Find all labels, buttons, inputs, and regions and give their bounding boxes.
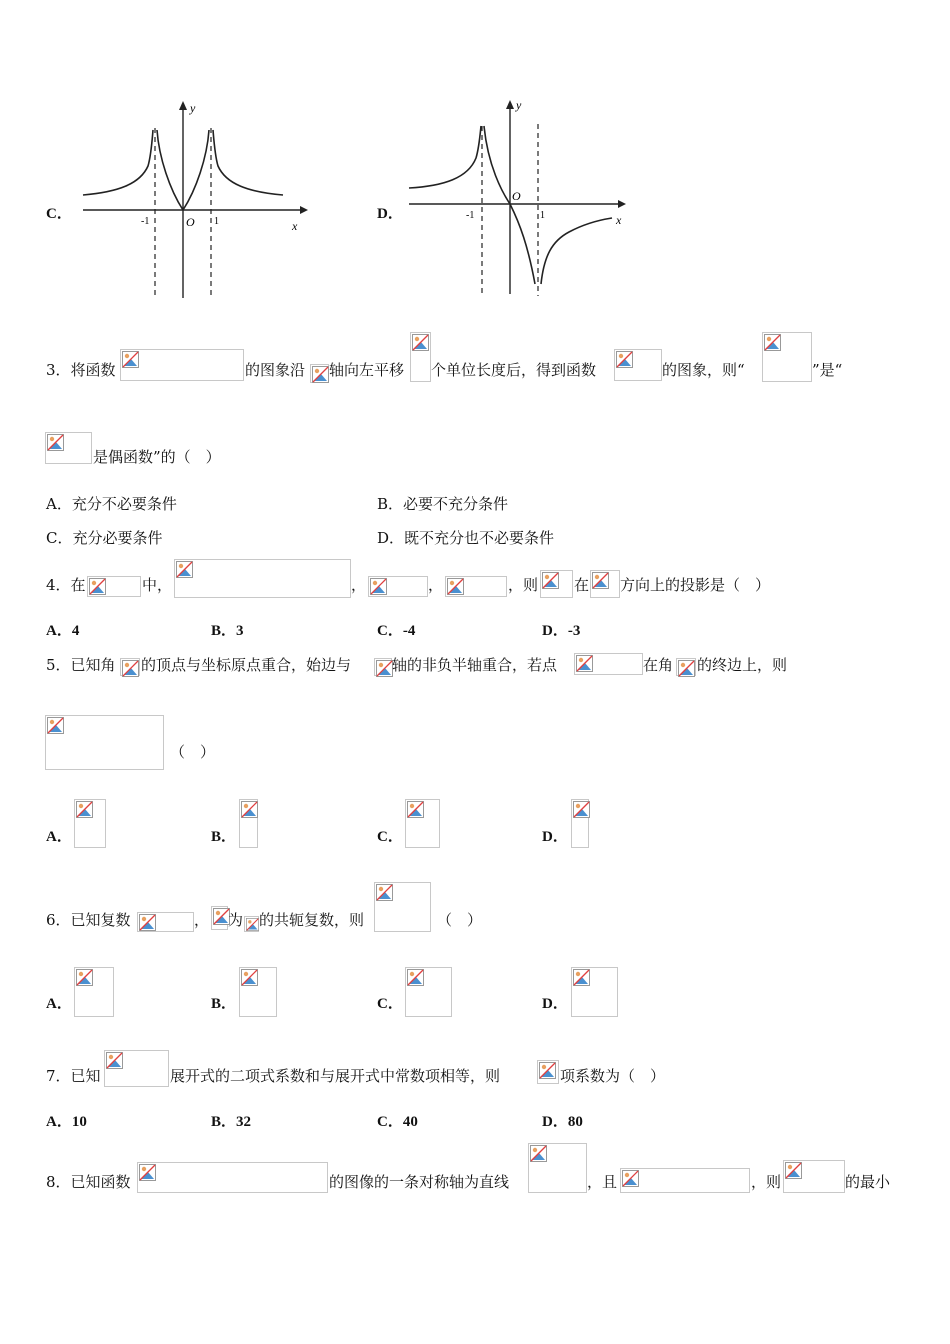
- q5-text-1: 5．已知角: [46, 656, 116, 674]
- q5-text-4: 在角: [643, 656, 674, 674]
- q7-option-c: C．40: [377, 1114, 418, 1130]
- q7-text-3: 项系数为（ ）: [560, 1067, 666, 1085]
- q3-text-3: 轴向左平移: [329, 361, 405, 379]
- broken-image-icon: [576, 655, 593, 672]
- broken-image-icon: [241, 801, 258, 818]
- broken-image-icon: [122, 660, 139, 677]
- q8-formula-condition: [620, 1168, 750, 1193]
- broken-image-icon: [764, 334, 781, 351]
- q4-option-a: A．4: [46, 623, 80, 639]
- q3-option-c: C．充分必要条件: [46, 529, 163, 547]
- q8-text-4: ，则: [751, 1173, 782, 1191]
- q8-text-2: 的图像的一条对称轴为直线: [329, 1173, 510, 1191]
- broken-image-icon: [530, 1145, 547, 1162]
- q3-text-4: 个单位长度后，得到函数: [431, 361, 597, 379]
- q4-option-d: D．-3: [542, 623, 581, 639]
- curve-right: [541, 218, 612, 284]
- x-axis-arrow: [300, 206, 308, 214]
- q4-text-3: ，则: [508, 576, 539, 594]
- q5-option-a-label: A．: [46, 829, 72, 845]
- q3-text-5: 的图象，则“: [662, 361, 745, 379]
- q4-comma-2: ，: [428, 576, 444, 594]
- q5-formula-x: [374, 658, 392, 676]
- broken-image-icon: [241, 969, 258, 986]
- q5-option-b-label: B．: [211, 829, 237, 845]
- q5-text-2: 的顶点与坐标原点重合，始边与: [141, 656, 352, 674]
- q8-formula-axis: [528, 1143, 587, 1193]
- q4-text-2: 中，: [142, 576, 173, 594]
- q3-formula-x: [310, 364, 329, 383]
- tick-label-one: 1: [540, 210, 545, 221]
- broken-image-icon: [89, 578, 106, 595]
- q8-text-1: 8．已知函数: [46, 1173, 131, 1191]
- q3-formula-cond: [762, 332, 812, 382]
- x-axis-label: x: [616, 213, 622, 227]
- broken-image-icon: [407, 969, 424, 986]
- q5-formula-expression: [45, 715, 164, 770]
- q5-text-3: 轴的非负半轴重合，若点: [392, 656, 558, 674]
- q5-option-c-label: C．: [377, 829, 403, 845]
- q3-text-7: 是偶函数”的（ ）: [93, 448, 221, 466]
- option-d-label: D．: [377, 206, 403, 222]
- broken-image-icon: [376, 884, 393, 901]
- q6-option-d-formula: [571, 967, 618, 1017]
- broken-image-icon: [246, 918, 259, 931]
- broken-image-icon: [678, 660, 695, 677]
- graph-c: [78, 98, 308, 303]
- broken-image-icon: [176, 561, 193, 578]
- q6-option-d-label: D．: [542, 996, 568, 1012]
- q6-formula-zbar: [211, 906, 228, 930]
- y-axis-label: y: [190, 101, 196, 115]
- q3-formula-g-even: [45, 432, 92, 464]
- curve-left: [409, 126, 481, 188]
- q8-formula-target: [783, 1160, 845, 1193]
- q7-text-1: 7．已知: [46, 1067, 101, 1085]
- q7-text-2: 展开式的二项式系数和与展开式中常数项相等，则: [170, 1067, 501, 1085]
- q5-formula-alpha-2: [676, 658, 696, 676]
- q4-formula-triangle: [87, 576, 141, 597]
- q5-option-b-formula: [239, 799, 258, 848]
- q6-option-b-label: B．: [211, 996, 237, 1012]
- q6-option-c-formula: [405, 967, 452, 1017]
- q3-formula-g: [614, 349, 662, 381]
- curve-left-inner: [157, 130, 183, 210]
- broken-image-icon: [539, 1062, 556, 1079]
- broken-image-icon: [76, 801, 93, 818]
- q7-formula-binomial: [104, 1050, 169, 1087]
- q8-text-5: 的最小: [845, 1173, 891, 1191]
- broken-image-icon: [139, 914, 156, 931]
- q6-formula-z2: [244, 916, 259, 932]
- q5-text-5: 的终边上，则: [697, 656, 788, 674]
- broken-image-icon: [106, 1052, 123, 1069]
- q4-formula-vec-1: [540, 570, 573, 598]
- broken-image-icon: [542, 572, 559, 589]
- q5-option-c-formula: [405, 799, 440, 848]
- q5-formula-alpha: [120, 658, 140, 676]
- q6-text-3: 的共轭复数，则: [259, 911, 365, 929]
- q8-formula-f: [137, 1162, 328, 1193]
- q3-text-6: ”是“: [812, 361, 843, 379]
- q4-text-4: 在: [574, 576, 590, 594]
- q4-formula-vec-2: [590, 570, 620, 598]
- broken-image-icon: [47, 434, 64, 451]
- y-axis-arrow: [506, 100, 514, 109]
- curve-left-outer: [83, 130, 153, 195]
- curve-right-inner: [183, 130, 209, 210]
- tick-label-neg-one: -1: [466, 210, 475, 221]
- tick-label-one: 1: [214, 216, 219, 227]
- broken-image-icon: [370, 578, 387, 595]
- q6-text-4: （ ）: [437, 911, 483, 929]
- q7-formula-term: [537, 1060, 559, 1084]
- x-axis-label: x: [292, 219, 298, 233]
- broken-image-icon: [573, 969, 590, 986]
- q6-text-2: 为: [228, 911, 244, 929]
- q7-option-d: D．80: [542, 1114, 583, 1130]
- q3-option-b: B．必要不充分条件: [377, 495, 509, 513]
- broken-image-icon: [76, 969, 93, 986]
- q7-option-a: A．10: [46, 1114, 87, 1130]
- broken-image-icon: [447, 578, 464, 595]
- q5-formula-point: [574, 653, 643, 675]
- q5-option-d-label: D．: [542, 829, 568, 845]
- q5-option-a-formula: [74, 799, 106, 848]
- origin-label: O: [512, 189, 521, 203]
- q6-option-c-label: C．: [377, 996, 403, 1012]
- q6-option-b-formula: [239, 967, 277, 1017]
- curve-right-outer: [213, 130, 283, 195]
- broken-image-icon: [785, 1162, 802, 1179]
- q3-text-1: 3．将函数: [46, 361, 116, 379]
- q4-text-5: 方向上的投影是（ ）: [620, 576, 771, 594]
- q4-formula-ab: [368, 576, 428, 597]
- option-c-label: C．: [46, 206, 72, 222]
- y-axis-arrow: [179, 101, 187, 110]
- q5-text-6: （ ）: [170, 743, 216, 761]
- broken-image-icon: [616, 351, 633, 368]
- origin-label: O: [186, 215, 195, 229]
- q4-text-1: 4．在: [46, 576, 86, 594]
- q3-option-d: D．既不充分也不必要条件: [377, 529, 555, 547]
- q6-formula-expression: [374, 882, 431, 932]
- y-axis-label: y: [516, 98, 522, 112]
- q6-formula-z: [137, 912, 194, 932]
- q4-option-c: C．-4: [377, 623, 416, 639]
- q8-text-3: ，且: [587, 1173, 618, 1191]
- graph-d: [404, 96, 634, 301]
- q6-option-a-formula: [74, 967, 114, 1017]
- q6-comma: ，: [194, 911, 210, 929]
- q3-text-2: 的图象沿: [245, 361, 306, 379]
- broken-image-icon: [407, 801, 424, 818]
- q6-text-1: 6．已知复数: [46, 911, 131, 929]
- broken-image-icon: [573, 801, 590, 818]
- q4-option-b: B．3: [211, 623, 244, 639]
- broken-image-icon: [376, 660, 393, 677]
- tick-label-neg-one: -1: [141, 216, 150, 227]
- broken-image-icon: [122, 351, 139, 368]
- q4-formula-vectors: [174, 559, 351, 598]
- broken-image-icon: [592, 572, 609, 589]
- broken-image-icon: [47, 717, 64, 734]
- q7-option-b: B．32: [211, 1114, 252, 1130]
- x-axis-arrow: [618, 200, 626, 208]
- broken-image-icon: [622, 1170, 639, 1187]
- q4-formula-ac: [445, 576, 507, 597]
- broken-image-icon: [312, 366, 329, 383]
- q6-option-a-label: A．: [46, 996, 72, 1012]
- q3-formula-shift: [410, 332, 431, 382]
- broken-image-icon: [412, 334, 429, 351]
- q4-comma-1: ，: [351, 576, 367, 594]
- q3-option-a: A．充分不必要条件: [46, 495, 177, 513]
- broken-image-icon: [139, 1164, 156, 1181]
- q3-formula-f: [120, 349, 244, 381]
- q5-option-d-formula: [571, 799, 589, 848]
